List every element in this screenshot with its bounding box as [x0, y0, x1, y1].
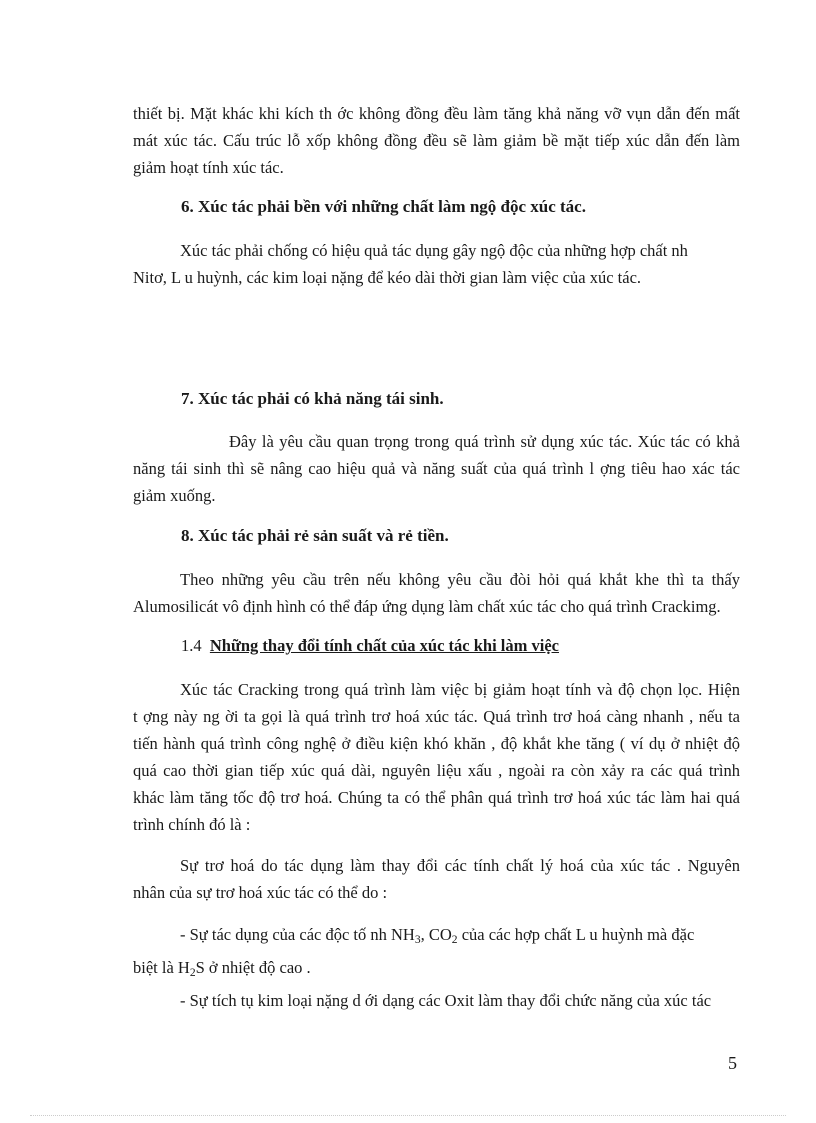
text-line: khác làm tăng tốc độ trơ hoá. Chúng ta có thể phân quá trình trơ hoá xúc tác làm hai quá: [133, 788, 740, 807]
bullet-toxic-agents: [133, 921, 740, 987]
text-line: giảm hoạt tính xúc tác.: [133, 158, 284, 177]
text-line: Sự trơ hoá do tác dụng làm thay đổi các tính chất lý hoá của xúc tác . Nguyên: [180, 856, 740, 875]
text-line: nhân của sự trơ hoá xúc tác có thể do :: [133, 883, 388, 902]
text-line: biệt là $H_2S$ ở nhiệt độ cao .: [133, 957, 311, 979]
text-line: Đây là yêu cầu quan trọng trong quá trình sử dụng xúc tác. Xúc tác có khả: [229, 432, 740, 451]
text-line: mát xúc tác. Cấu trúc lỗ xốp không đồng đều sẽ làm giảm bề mặt tiếp xúc dẫn đến làm: [133, 131, 740, 150]
heading-section-6: 6. Xúc tác phải bền với những chất làm ngộ độc xúc tác.: [181, 197, 586, 216]
heading-section-7: 7. Xúc tác phải có khả năng tái sinh.: [181, 389, 444, 408]
text-line: Xúc tác phải chống có hiệu quả tác dụng gây ngộ độc của những hợp chất nh: [180, 241, 688, 260]
text-line: t ợng này ng ời ta gọi là quá trình trơ hoá xúc tác. Quá trình trơ hoá càng nhanh , nếu ta: [133, 707, 740, 726]
paragraph-section-6: [133, 237, 740, 291]
text-line: Alumosilicát vô định hình có thể đáp ứng dụng làm chất xúc tác cho quá trình Crackimg.: [133, 597, 721, 616]
section-number: 1.4: [181, 636, 202, 655]
paragraph-section-7: [133, 428, 740, 509]
text-line: giảm xuống.: [133, 486, 216, 505]
paragraph-section-8: [133, 566, 740, 620]
section-heading-1-4: [181, 636, 559, 656]
paragraph-causes: [133, 852, 740, 906]
page-number: 5: [728, 1053, 737, 1073]
text-line: năng tái sinh thì sẽ nâng cao hiệu quả và năng suất của quá trình l ợng tiêu hao xác tác: [133, 459, 740, 478]
section-title: Những thay đổi tính chất của xúc tác khi làm việc: [209, 636, 559, 655]
paragraph-catalyst-deactivation: [133, 676, 740, 838]
text-line: trình chính đó là :: [133, 815, 251, 834]
bullet-heavy-metals: [133, 987, 740, 1014]
text-line: tiến hành quá trình công nghệ ở điều kiện khó khăn , độ khắt khe tăng ( ví dụ ở nhiệt độ: [133, 734, 740, 753]
text-line: Xúc tác Cracking trong quá trình làm việc bị giảm hoạt tính và độ chọn lọc. Hiện: [180, 680, 740, 699]
heading-section-8: 8. Xúc tác phải rẻ sản suất và rẻ tiền.: [181, 526, 449, 545]
footer-rule: [30, 1115, 786, 1116]
text-line: - Sự tác dụng của các độc tố nh $NH_3$, $CO_2$ của các hợp chất L u huỳnh mà đặc: [180, 925, 695, 946]
text-line: thiết bị. Mặt khác khi kích th ớc không đồng đều làm tăng khả năng vỡ vụn dẫn đến mất: [133, 104, 740, 123]
text-line: quá cao thời gian tiếp xúc quá dài, nguyên liệu xấu , ngoài ra còn xảy ra các quá trình: [133, 761, 740, 780]
text-line: Theo những yêu cầu trên nếu không yêu cầu đòi hỏi quá khắt khe thì ta thấy: [180, 570, 740, 589]
paragraph-device-wear: [133, 100, 740, 181]
text-line: Nitơ, L u huỳnh, các kim loại nặng để kéo dài thời gian làm việc của xúc tác.: [133, 268, 642, 287]
text-line: - Sự tích tụ kim loại nặng d ới dạng các Oxit làm thay đổi chức năng của xúc tác: [180, 991, 712, 1010]
